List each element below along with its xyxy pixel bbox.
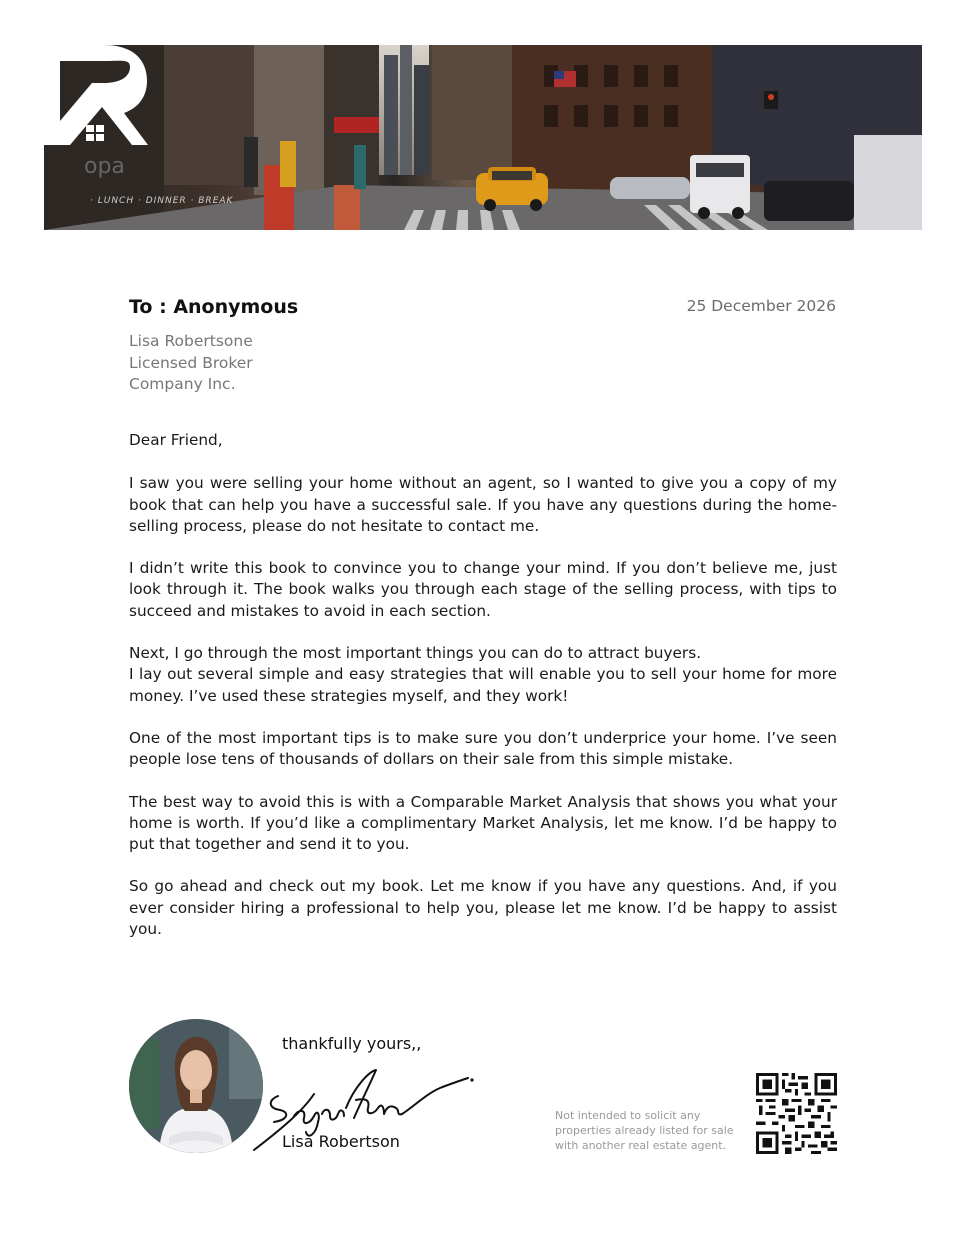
signature-name: Lisa Robertson (282, 1132, 400, 1151)
greeting: Dear Friend, (129, 431, 223, 449)
paragraph: The best way to avoid this is with a Comparable Market Analysis that shows you what your home is worth. If you’d like a complimentary Market Analysis, let me know. I’d be happy to put that together and send it to you. (129, 792, 837, 854)
sender-company: Company Inc. (129, 375, 236, 393)
city-street-illustration (44, 45, 922, 230)
paragraph: I didn’t write this book to convince you to change your mind. If you don’t believe me, just look through it. The book walks you through each stage of the selling process, with tips to succeed and mistakes to avoid in each section. (129, 559, 837, 620)
sender-title: Licensed Broker (129, 353, 253, 372)
portrait-photo (129, 1019, 263, 1153)
header-banner-image (44, 45, 922, 230)
letter-body (129, 430, 837, 961)
letter-date: 25 December 2026 (686, 297, 836, 315)
brand-logo (44, 45, 150, 149)
sender-block (129, 331, 253, 396)
avatar (129, 1019, 263, 1153)
paragraph: So go ahead and check out my book. Let me know if you have any questions. And, if you ever consider hiring a professional to help you, please let me know. I’d be happy to assist you. (129, 877, 837, 939)
paragraph: Next, I go through the most important things you can do to attract buyers. (129, 644, 702, 663)
qr-code-icon[interactable] (756, 1073, 837, 1154)
sender-name: Lisa Robertsone (129, 332, 253, 350)
closing-text: thankfully yours,, (282, 1034, 422, 1053)
svg-text:· LUNCH · DINNER · BREAK: · LUNCH · DINNER · BREAK (90, 196, 234, 206)
paragraph: I saw you were selling your home without an agent, so I wanted to give you a copy of my book that can help you have a successful sale. If you have any questions during the home-selling process, please do not hesitate to contact me. (129, 474, 837, 535)
svg-text:opa: opa (84, 154, 125, 179)
disclaimer-text: Not intended to solicit any properties already listed for sale with another real estate agent. (555, 1109, 734, 1152)
recipient-line: To : Anonymous (129, 296, 299, 318)
paragraph: One of the most important tips is to make sure you don’t underprice your home. I’ve seen people lose tens of thousands of dollars on their sale from this simple mistake. (129, 728, 837, 769)
paragraph: I lay out several simple and easy strategies that will enable you to sell your home for more money. I’ve used these strategies myself, and they work! (129, 665, 837, 705)
